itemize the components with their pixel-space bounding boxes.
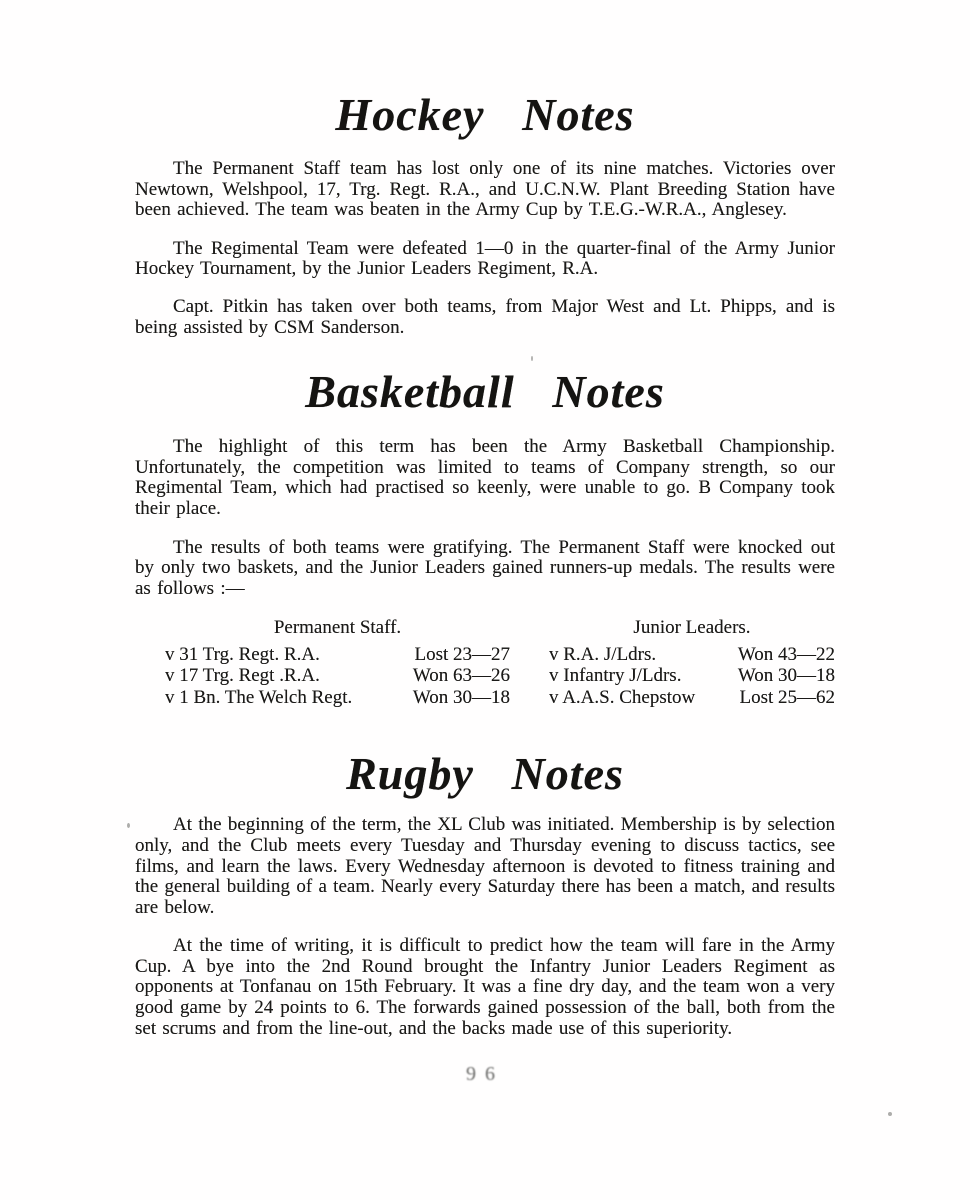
opponent: v Infantry J/Ldrs.	[549, 665, 682, 687]
result-row	[165, 687, 510, 709]
basketball-paragraph-2: The results of both teams were gratifying. The Permanent Staff were knocked out by only two baskets, and the Junior Leaders gained runners-up medals. The results were as follows :—	[135, 536, 835, 599]
page-number: 96	[466, 1063, 504, 1086]
section-rugby	[135, 748, 835, 1039]
junior-leaders-heading: Junior Leaders.	[633, 617, 751, 639]
scan-artifact	[888, 1112, 892, 1116]
basketball-results	[135, 617, 835, 708]
permanent-staff-heading: Permanent Staff.	[273, 617, 402, 639]
permanent-staff-column	[165, 617, 510, 708]
basketball-paragraph-1: The highlight of this term has been the Army Basketball Championship. Unfortunately, the competition was limited to teams of Company strength, so our Regimental Team, which had practised so keenly, were unable to go. B Company took their place.	[135, 436, 835, 519]
rugby-paragraph-1: At the beginning of the term, the XL Club was initiated. Membership is by selection only, and the Club meets every Tuesday and Thursday evening to discuss tactics, see films, and learn the laws. Every Wednesday afternoon is devoted to fitness training and the general building of a team. Nearly every Saturday there has been a match, and results are below.	[135, 814, 835, 918]
score: Won 63—26	[412, 665, 510, 687]
section-basketball	[135, 366, 835, 708]
section-hockey	[135, 89, 835, 338]
result-row	[549, 687, 835, 709]
score: Lost 23—27	[414, 643, 510, 665]
opponent: v 31 Trg. Regt. R.A.	[165, 643, 320, 665]
result-row	[549, 665, 835, 687]
rugby-paragraph-2: At the time of writing, it is difficult to predict how the team will fare in the Army Cup. A bye into the 2nd Round brought the Infantry Junior Leaders Regiment as opponents at Tonfanau on 15th February. It was a fine dry day, and the team won a very good game by 24 points to 6. The forwards gained possession of the ball, both from the set scrums and from the line-out, and the backs made use of this superiority.	[135, 935, 835, 1039]
junior-leaders-column	[549, 617, 835, 708]
rugby-notes-title: Rugby Notes	[346, 748, 624, 800]
score: Won 30—18	[737, 665, 835, 687]
opponent: v A.A.S. Chepstow	[549, 686, 696, 708]
score: Won 30—18	[412, 686, 510, 708]
text-block	[135, 0, 835, 1086]
scan-artifact	[531, 356, 533, 361]
hockey-paragraph-3: Capt. Pitkin has taken over both teams, from Major West and Lt. Phipps, and is being assisted by CSM Sanderson.	[135, 295, 835, 338]
basketball-notes-title: Basketball Notes	[305, 366, 665, 418]
result-row	[549, 644, 835, 666]
score: Lost 25—62	[739, 686, 835, 708]
result-row	[165, 665, 510, 687]
scan-artifact	[127, 823, 130, 828]
result-row	[165, 644, 510, 666]
hockey-paragraph-2: The Regimental Team were defeated 1—0 in the quarter-final of the Army Junior Hockey Tournament, by the Junior Leaders Regiment, R.A.	[135, 237, 835, 280]
score: Won 43—22	[737, 643, 835, 665]
hockey-paragraph-1: The Permanent Staff team has lost only one of its nine matches. Victories over Newtown, Welshpool, 17, Trg. Regt. R.A., and U.C.N.W. Plant Breeding Station have been achieved. The team was beaten in the Army Cup by T.E.G.-W.R.A., Anglesey.	[135, 158, 835, 221]
opponent: v 1 Bn. The Welch Regt.	[165, 686, 353, 708]
opponent: v 17 Trg. Regt .R.A.	[165, 665, 320, 687]
opponent: v R.A. J/Ldrs.	[549, 643, 657, 665]
hockey-notes-title: Hockey Notes	[335, 89, 635, 140]
